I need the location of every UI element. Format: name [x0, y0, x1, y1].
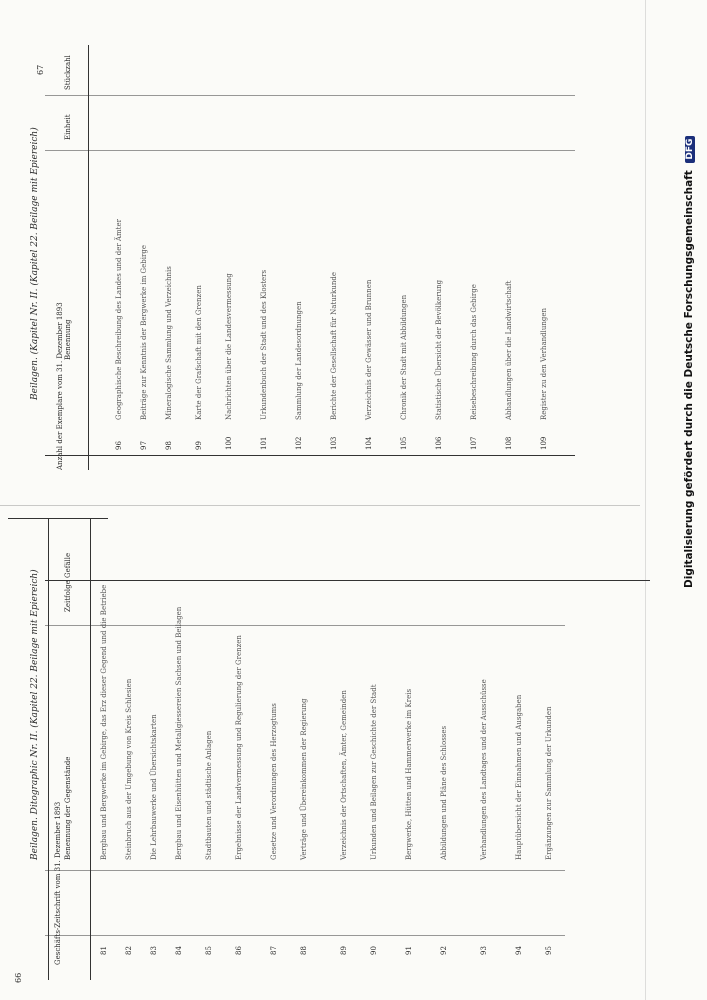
right-row-3: Mineralogische Sammlung und Verzeichnis: [165, 266, 173, 420]
left-page-number: 66: [14, 972, 23, 983]
left-rownum-1: 81: [100, 946, 108, 955]
right-header-stueck: Stückzahl: [64, 55, 72, 90]
left-col-rule-3: [45, 870, 565, 871]
right-page-number: 67: [36, 64, 45, 75]
right-rownum-10: 105: [400, 436, 408, 450]
left-row-7: Gesetze und Verordnungen des Herzogtums: [270, 703, 278, 860]
left-rownum-15: 95: [545, 946, 553, 955]
left-rownum-13: 93: [480, 946, 488, 955]
right-row-2: Beiträge zur Kenntnis der Bergwerke im Gebirge: [140, 245, 148, 420]
right-row-5: Nachrichten über die Landesvermessung: [225, 273, 233, 420]
right-header-date: Anzahl der Exemplare vom 31. Dezember 1893: [56, 302, 64, 470]
right-rownum-5: 100: [225, 436, 233, 450]
right-header-einheit: Einheit: [64, 114, 72, 140]
right-row-11: Statistische Übersicht der Bevölkerung: [435, 279, 443, 420]
right-row-13: Abhandlungen über die Landwirtschaft: [505, 280, 513, 420]
right-rownum-11: 106: [435, 436, 443, 450]
left-col-rule-4: [45, 935, 565, 936]
right-rownum-14: 109: [540, 436, 548, 450]
page-edge: [645, 0, 646, 1000]
left-row-6: Ergebnisse der Landvermessung und Regulierung der Grenzen: [235, 635, 243, 860]
right-rownum-6: 101: [260, 436, 268, 450]
right-col-rule-2: [45, 150, 575, 151]
right-rownum-12: 107: [470, 436, 478, 450]
left-table-top-rule: [8, 518, 108, 519]
left-rownum-9: 89: [340, 946, 348, 955]
left-row-10: Urkunden und Beilagen zur Geschichte der Stadt: [370, 684, 378, 860]
left-row-3: Die Lehrbauwerke und Übersichtskarten: [150, 714, 158, 860]
right-col-rule-3: [45, 95, 575, 96]
right-col-rule-1: [45, 455, 575, 456]
left-row-1: Bergbau und Bergwerke im Gebirge, das Erz dieser Gegend und die Betriebe: [100, 584, 108, 860]
left-row-14: Hauptübersicht der Einnahmen und Ausgaben: [515, 694, 523, 860]
right-row-10: Chronik der Stadt mit Abbildungen: [400, 294, 408, 420]
dfg-banner: [683, 136, 695, 588]
right-rownum-9: 104: [365, 436, 373, 450]
right-rownum-2: 97: [140, 441, 148, 450]
right-rownum-13: 108: [505, 436, 513, 450]
right-row-6: Urkundenbuch der Stadt und des Klosters: [260, 269, 268, 420]
right-row-4: Karte der Grafschaft mit den Grenzen: [195, 285, 203, 420]
left-running-header: Beilagen. Ditographic Nr. II. (Kapitel 22. Beilage mit Epiereich): [30, 569, 40, 860]
right-row-1: Geographische Beschreibung des Landes und der Ämter: [115, 219, 123, 420]
left-header-rule: [48, 518, 49, 980]
right-row-9: Verzeichnis der Gewässer und Brunnen: [365, 279, 373, 420]
left-rownum-7: 87: [270, 946, 278, 955]
left-rownum-10: 90: [370, 946, 378, 955]
right-running-header: Beilagen. (Kapitel Nr. II. (Kapitel 22. Beilage mit Epiereich): [30, 127, 40, 400]
right-rownum-3: 98: [165, 441, 173, 450]
dfg-logo: DFG: [685, 136, 695, 163]
right-row-14: Register zu den Verhandlungen: [540, 308, 548, 420]
right-rownum-4: 99: [195, 441, 203, 450]
left-rownum-6: 86: [235, 946, 243, 955]
right-header-name: Benennung: [64, 319, 72, 360]
left-rownum-8: 88: [300, 946, 308, 955]
left-rownum-12: 92: [440, 946, 448, 955]
left-row-2: Steinbruch aus der Umgebung von Kreis Schlesien: [125, 678, 133, 860]
dfg-banner-text: Digitalisierung gefördert durch die Deutsche Forschungsgemeinschaft: [683, 170, 695, 588]
left-row-11: Bergwerke, Hütten und Hammerwerke im Kreis: [405, 688, 413, 860]
left-rownum-5: 85: [205, 946, 213, 955]
left-row-15: Ergänzungen zur Sammlung der Urkunden: [545, 706, 553, 860]
left-body-rule: [90, 518, 91, 980]
right-rownum-8: 103: [330, 436, 338, 450]
left-header-zeit: Zeitfolge: [64, 580, 72, 612]
left-row-5: Stadtbauten und städtische Anlagen: [205, 730, 213, 860]
left-header-name: Benennung der Gegenstände: [64, 756, 72, 860]
left-row-4: Bergbau und Eisenhütten und Metallgiessereien Sachsen und Beilagen: [175, 606, 183, 860]
left-header-date: Geschäfts-Zeitschrift vom 31. Dezember 1893: [54, 801, 62, 965]
left-header-gefaelle: Gefälle: [64, 552, 72, 578]
left-rownum-4: 84: [175, 946, 183, 955]
left-col-rule-2: [45, 625, 565, 626]
left-row-9: Verzeichnis der Ortschaften, Ämter, Gemeinden: [340, 690, 348, 860]
page-fold: [0, 505, 640, 506]
right-rownum-7: 102: [295, 436, 303, 450]
left-rownum-11: 91: [405, 946, 413, 955]
left-rownum-3: 83: [150, 946, 158, 955]
right-rownum-1: 96: [115, 441, 123, 450]
left-row-8: Verträge und Übereinkommen der Regierung: [300, 698, 308, 860]
left-rownum-2: 82: [125, 946, 133, 955]
left-row-12: Abbildungen und Pläne des Schlosses: [440, 725, 448, 860]
right-row-12: Reisebeschreibung durch das Gebirge: [470, 284, 478, 420]
left-col-rule-1: [45, 580, 650, 581]
right-header-rule: [88, 45, 89, 470]
left-rownum-14: 94: [515, 946, 523, 955]
right-row-8: Berichte der Gesellschaft für Naturkunde: [330, 272, 338, 420]
left-row-13: Verhandlungen des Landtages und der Ausschüsse: [480, 679, 488, 860]
right-row-7: Sammlung der Landesordnungen: [295, 301, 303, 420]
